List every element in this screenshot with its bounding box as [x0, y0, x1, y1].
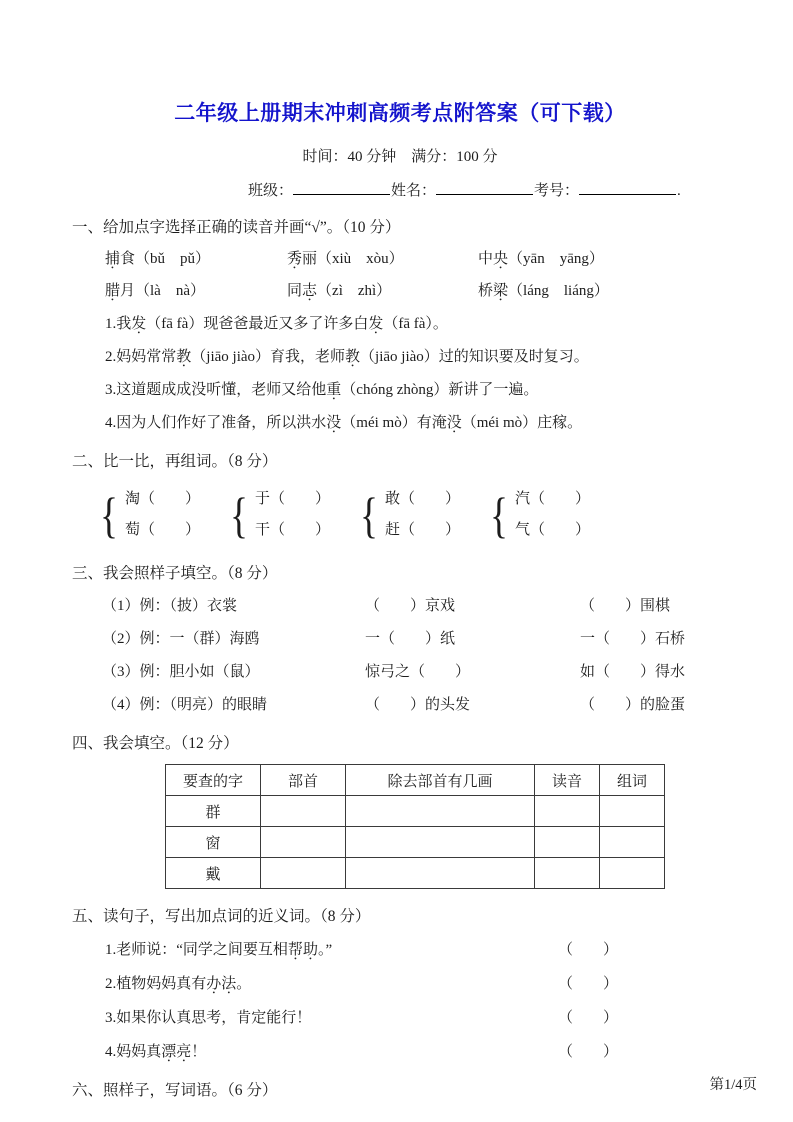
word-item: 捕食（bǔ pǔ）	[105, 251, 211, 267]
answer-paren: （ ）	[558, 1010, 619, 1026]
table-cell	[535, 796, 600, 827]
brace-word-top: 淘（ ）	[125, 491, 201, 507]
section1-word-row	[105, 281, 728, 302]
brace-group	[227, 484, 357, 546]
name-label: 姓名：	[391, 183, 437, 199]
table-row	[166, 858, 665, 889]
col-header: 要查的字	[166, 765, 261, 796]
fill-blank: 如（ ）得水	[580, 664, 686, 680]
table-cell	[600, 827, 665, 858]
section1-sentence: 4.因为人们作好了准备，所以洪水没（méi mò）有淹没（méi mò）庄稼。	[105, 415, 583, 431]
name-blank	[436, 181, 533, 195]
synonym-item	[105, 940, 728, 961]
left-brace-glyph: {	[490, 487, 508, 543]
fill-blank: （ ）的头发	[365, 697, 471, 713]
fields-tail: .	[677, 183, 681, 199]
table-cell	[346, 796, 535, 827]
fill-blank: （ ）围棋	[580, 598, 671, 614]
table-cell	[535, 858, 600, 889]
table-cell	[261, 858, 346, 889]
brace-group	[357, 484, 487, 546]
col-header: 组词	[600, 765, 665, 796]
fill-example: （1）例：（披）衣裳	[102, 598, 238, 614]
fill-example: （3）例：胆小如（鼠）	[102, 664, 260, 680]
synonym-sentence: 4.妈妈真漂亮！	[105, 1044, 207, 1060]
section6-title: 六、照样子，写词语。（6 分）	[72, 1082, 278, 1099]
left-brace-glyph: {	[100, 487, 118, 543]
section1-sentence: 3.这道题成成没听懂，老师又给他重（chóng zhòng）新讲了一遍。	[105, 382, 539, 398]
answer-paren: （ ）	[558, 942, 619, 958]
fill-row	[102, 629, 728, 650]
table-cell	[261, 827, 346, 858]
student-fields	[248, 179, 728, 200]
table-cell: 戴	[166, 858, 261, 889]
section5-title: 五、读句子，写出加点词的近义词。（8 分）	[72, 908, 371, 925]
fill-example: （2）例：一（群）海鸥	[102, 631, 260, 647]
brace-word-bottom: 赶（ ）	[385, 522, 461, 538]
table-row	[166, 796, 665, 827]
fill-blank: （ ）的脸蛋	[580, 697, 686, 713]
examno-label: 考号：	[534, 183, 580, 199]
synonym-sentence: 1.老师说：“同学之间要互相帮助。”	[105, 942, 333, 958]
table-cell	[261, 796, 346, 827]
word-item: 腊月（là nà）	[105, 283, 205, 299]
left-brace-glyph: {	[230, 487, 248, 543]
section4-title: 四、我会填空。（12 分）	[72, 735, 239, 752]
fill-blank: 一（ ）石桥	[580, 631, 686, 647]
word-item: 秀丽（xiù xòu）	[287, 251, 404, 267]
section2-title: 二、比一比，再组词。（8 分）	[72, 453, 278, 470]
table-cell: 窗	[166, 827, 261, 858]
synonym-sentence: 3.如果你认真思考，肯定能行！	[105, 1010, 312, 1026]
class-label: 班级：	[248, 183, 294, 199]
section1-sentence: 1.我发（fā fà）现爸爸最近又多了许多白发（fā fà）。	[105, 316, 448, 332]
synonym-sentence: 2.植物妈妈真有办法。	[105, 976, 252, 992]
fill-example: （4）例：（明亮）的眼睛	[102, 697, 268, 713]
word-item: 同志（zì zhì）	[287, 283, 392, 299]
brace-group	[487, 484, 617, 546]
section3-title: 三、我会照样子填空。（8 分）	[72, 565, 278, 582]
brace-word-top: 敢（ ）	[385, 491, 461, 507]
page-number: 第1/4页	[709, 1077, 757, 1093]
table-row	[166, 827, 665, 858]
left-brace-glyph: {	[360, 487, 378, 543]
answer-paren: （ ）	[558, 976, 619, 992]
synonym-item	[105, 1008, 728, 1029]
table-cell	[535, 827, 600, 858]
answer-paren: （ ）	[558, 1044, 619, 1060]
table-cell	[600, 858, 665, 889]
synonym-item	[105, 1042, 728, 1063]
table-header-row	[166, 765, 665, 796]
word-item: 中央（yān yāng）	[478, 251, 604, 267]
col-header: 部首	[261, 765, 346, 796]
table-cell	[346, 827, 535, 858]
brace-word-bottom: 干（ ）	[255, 522, 331, 538]
fill-blank: 惊弓之（ ）	[365, 664, 471, 680]
table-cell	[600, 796, 665, 827]
fill-blank: （ ）京戏	[365, 598, 456, 614]
brace-word-top: 汽（ ）	[515, 491, 591, 507]
section1-word-row	[105, 249, 728, 270]
exam-meta: 时间：40 分钟 满分：100 分	[302, 149, 498, 165]
fill-row	[102, 662, 728, 683]
fill-row	[102, 596, 728, 617]
brace-word-bottom: 气（ ）	[515, 522, 591, 538]
dictionary-lookup-table	[165, 764, 665, 889]
word-item: 桥梁（láng liáng）	[478, 283, 609, 299]
col-header: 除去部首有几画	[346, 765, 535, 796]
section2-brace-groups	[97, 484, 728, 546]
brace-group	[97, 484, 227, 546]
class-blank	[293, 181, 390, 195]
page-title: 二年级上册期末冲刺高频考点附答案（可下载）	[174, 101, 626, 125]
section1-title: 一、给加点字选择正确的读音并画“√”。（10 分）	[72, 219, 401, 236]
examno-blank	[579, 181, 676, 195]
brace-word-bottom: 萄（ ）	[125, 522, 201, 538]
col-header: 读音	[535, 765, 600, 796]
brace-word-top: 于（ ）	[255, 491, 331, 507]
table-cell: 群	[166, 796, 261, 827]
fill-blank: 一（ ）纸	[365, 631, 456, 647]
synonym-item	[105, 974, 728, 995]
fill-row	[102, 695, 728, 716]
table-cell	[346, 858, 535, 889]
section1-sentence: 2.妈妈常常教（jiāo jiào）育我，老师教（jiāo jiào）过的知识要及时复习。	[105, 349, 589, 365]
